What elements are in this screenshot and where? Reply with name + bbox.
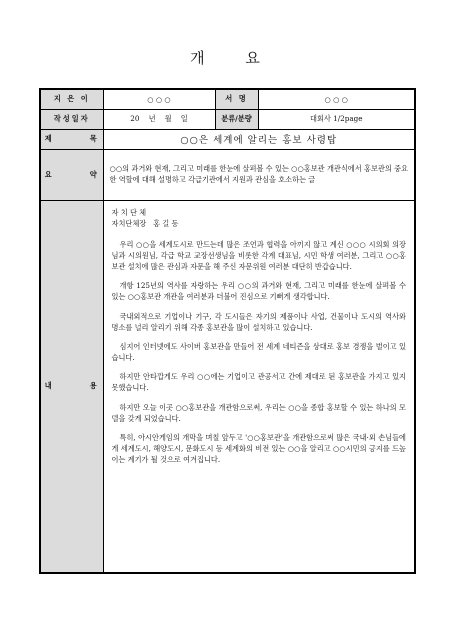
subject-row [40,129,415,149]
body-paragraph: 우리 ○○을 세계도시로 만드는데 많은 조언과 협력을 아끼지 않고 계신 ○○○ 시의회 의장님과 시의원님, 각급 학교 교장선생님을 비롯한 각계 대표님, 시민 학생 여러분, 그리고 ○○홍보관 설치에 많은 관심과 자문을 해 주신 자문위원 여러분 대단히 반갑습니다. [111,239,406,272]
body-paragraph: 국내외적으로 기업이나 기구, 각 도시들은 자기의 제품이나 사업, 건물이나 도시의 역사와 명소를 널리 알리기 위해 각종 홍보관을 많이 설치하고 있습니다. [111,311,406,332]
body-paragraph: 하지만 안타깝게도 우리 ○○에는 기업이고 관공서고 간에 제대로 된 홍보관을 가지고 있지 못했습니다. [111,372,406,393]
body-paragraph: 하지만 오늘 이곳 ○○홍보관을 개관함으로써, 우리는 ○○을 종합 홍보할 수 있는 하나의 모델을 갖게 되었습니다. [111,402,406,423]
date-value: 20 년 월 일 [103,109,215,129]
content-body [103,200,415,573]
summary-row [40,149,415,200]
subject-label: 제 목 [40,129,103,149]
signature-value: ○ ○ ○ [258,89,415,109]
summary-value: ○○의 과거와 현재, 그리고 미래를 한눈에 살펴볼 수 있는 ○○홍보관 개관식에서 홍보관의 중요한 역할에 대해 설명하고 각급기관에서 지원과 관심을 호소하는 글 [103,149,415,200]
signature-label: 서 명 [215,89,258,109]
category-label: 분류/분량 [215,109,258,129]
content-row [40,200,415,573]
subject-value: ○○은 세계에 알리는 홍보 사령탑 [103,129,415,149]
date-row [40,109,415,129]
category-value: 대회사 1/2page [258,109,415,129]
body-paragraph: 심지어 인터넷에도 사이버 홍보관을 만들어 전 세계 네티즌을 상대로 홍보 경쟁을 벌이고 있습니다. [111,341,406,363]
author-label: 지 은 이 [40,89,103,109]
author-value: ○ ○ ○ [103,89,215,109]
author-row [40,89,415,109]
speaker-line: 자치단체장 홍 길 동 [111,218,179,228]
body-paragraph: 특히, 아시안게임의 개막을 며칠 앞두고 '○○홍보관'을 개관함으로써 많은 국내·외 손님들에게 세계도시, 해양도시, 문화도시 등 세계화의 비전 있는 ○○을 알리고 ○○시민의 긍지를 드높이는 계기가 될 것으로 여겨집니다. [111,432,406,465]
overview-form-table [39,88,416,574]
summary-label: 요 약 [40,149,103,200]
content-label: 내 용 [40,200,103,573]
body-paragraph: 개항 125년의 역사를 자랑하는 우리 ○○의 과거와 현재, 그리고 미래를 한눈에 살펴볼 수 있는 ○○홍보관 개관을 여러분과 더불어 진심으로 기뻐게 생각합니다. [111,281,406,302]
page-title: 개 요 [190,49,278,67]
date-label: 작성일자 [40,109,103,129]
organization-heading: 자 치 단 체 [111,207,147,217]
